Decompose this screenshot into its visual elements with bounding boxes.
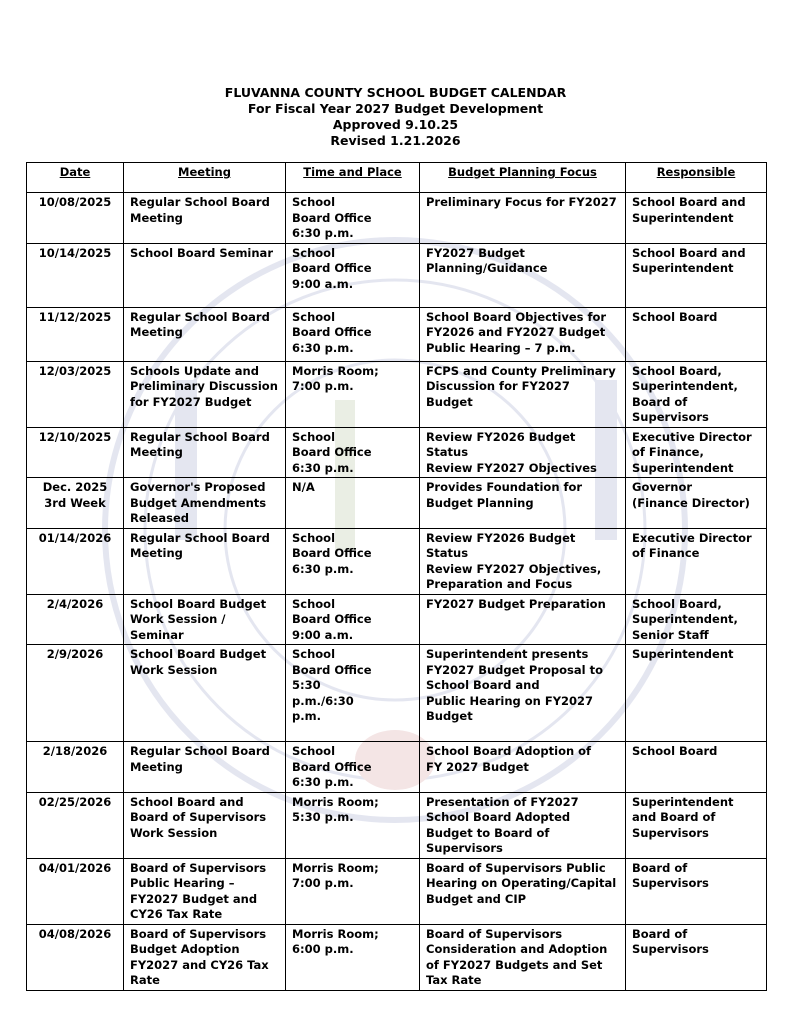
focus-cell: Review FY2026 Budget Status Review FY2027 Objectives, Preparation and Focus [420,528,626,594]
table-row [27,924,767,990]
date-cell: 10/08/2025 [27,193,124,244]
responsible-cell: Superintendent and Board of Supervisors [626,792,767,858]
responsible-cell: School Board, Superintendent, Senior Staff [626,594,767,645]
table-row [27,307,767,361]
responsible-cell: School Board and Superintendent [626,193,767,244]
focus-cell: FCPS and County Preliminary Discussion for FY2027 Budget [420,361,626,427]
column-header-date: Date [27,163,124,193]
meeting-cell: Regular School Board Meeting [124,193,286,244]
table-row [27,792,767,858]
document-header [0,85,791,149]
time-place-cell: School Board Office 6:30 p.m. [286,193,420,244]
date-cell: 2/18/2026 [27,742,124,793]
table-row [27,193,767,244]
time-place-cell: School Board Office 5:30 p.m./6:30 p.m. [286,645,420,742]
date-cell: 12/10/2025 [27,427,124,478]
focus-cell: FY2027 Budget Preparation [420,594,626,645]
column-header-meeting: Meeting [124,163,286,193]
responsible-cell: Superintendent [626,645,767,742]
time-place-cell: N/A [286,478,420,529]
budget-calendar-table [26,162,767,991]
document-subtitle: For Fiscal Year 2027 Budget Development [247,101,544,116]
focus-cell: Presentation of FY2027 School Board Adopted Budget to Board of Supervisors [420,792,626,858]
date-cell: 01/14/2026 [27,528,124,594]
focus-cell: Provides Foundation for Budget Planning [420,478,626,529]
time-place-cell: Morris Room; 7:00 p.m. [286,858,420,924]
document-title: FLUVANNA COUNTY SCHOOL BUDGET CALENDAR [224,85,567,100]
focus-cell: FY2027 Budget Planning/Guidance [420,243,626,307]
focus-cell: Preliminary Focus for FY2027 [420,193,626,244]
date-cell: 04/08/2026 [27,924,124,990]
meeting-cell: Regular School Board Meeting [124,528,286,594]
table-row [27,594,767,645]
meeting-cell: Regular School Board Meeting [124,742,286,793]
table-header-row [27,163,767,193]
time-place-cell: School Board Office 9:00 a.m. [286,243,420,307]
date-cell: 12/03/2025 [27,361,124,427]
responsible-cell: Executive Director of Finance, Superintendent [626,427,767,478]
responsible-cell: Board of Supervisors [626,858,767,924]
responsible-cell: School Board, Superintendent, Board of Supervisors [626,361,767,427]
table-row [27,742,767,793]
table-row [27,645,767,742]
meeting-cell: Regular School Board Meeting [124,427,286,478]
column-header-focus: Budget Planning Focus [420,163,626,193]
table-row [27,243,767,307]
responsible-cell: Governor (Finance Director) [626,478,767,529]
time-place-cell: School Board Office 6:30 p.m. [286,742,420,793]
meeting-cell: School Board Seminar [124,243,286,307]
meeting-cell: School Board and Board of Supervisors Work Session [124,792,286,858]
responsible-cell: Board of Supervisors [626,924,767,990]
table-row [27,361,767,427]
time-place-cell: School Board Office 9:00 a.m. [286,594,420,645]
time-place-cell: School Board Office 6:30 p.m. [286,528,420,594]
revised-date: Revised 1.21.2026 [330,133,461,148]
meeting-cell: School Board Budget Work Session / Seminar [124,594,286,645]
meeting-cell: School Board Budget Work Session [124,645,286,742]
date-cell: 04/01/2026 [27,858,124,924]
table-row [27,478,767,529]
time-place-cell: Morris Room; 5:30 p.m. [286,792,420,858]
date-cell: 10/14/2025 [27,243,124,307]
column-header-responsible: Responsible [626,163,767,193]
date-cell: Dec. 2025 3rd Week [27,478,124,529]
responsible-cell: Executive Director of Finance [626,528,767,594]
approved-date: Approved 9.10.25 [332,117,459,132]
meeting-cell: Board of Supervisors Public Hearing – FY2027 Budget and CY26 Tax Rate [124,858,286,924]
table-row [27,858,767,924]
focus-cell: Board of Supervisors Public Hearing on Operating/Capital Budget and CIP [420,858,626,924]
time-place-cell: School Board Office 6:30 p.m. [286,427,420,478]
meeting-cell: Regular School Board Meeting [124,307,286,361]
time-place-cell: Morris Room; 6:00 p.m. [286,924,420,990]
meeting-cell: Governor's Proposed Budget Amendments Released [124,478,286,529]
date-cell: 11/12/2025 [27,307,124,361]
focus-cell: Board of Supervisors Consideration and Adoption of FY2027 Budgets and Set Tax Rate [420,924,626,990]
responsible-cell: School Board [626,742,767,793]
focus-cell: School Board Adoption of FY 2027 Budget [420,742,626,793]
table-row [27,427,767,478]
date-cell: 2/9/2026 [27,645,124,742]
focus-cell: Superintendent presents FY2027 Budget Proposal to School Board and Public Hearing on FY2027 Budget [420,645,626,742]
meeting-cell: Board of Supervisors Budget Adoption FY2027 and CY26 Tax Rate [124,924,286,990]
date-cell: 2/4/2026 [27,594,124,645]
time-place-cell: School Board Office 6:30 p.m. [286,307,420,361]
responsible-cell: School Board and Superintendent [626,243,767,307]
date-cell: 02/25/2026 [27,792,124,858]
table-row [27,528,767,594]
responsible-cell: School Board [626,307,767,361]
meeting-cell: Schools Update and Preliminary Discussion for FY2027 Budget [124,361,286,427]
time-place-cell: Morris Room; 7:00 p.m. [286,361,420,427]
focus-cell: School Board Objectives for FY2026 and FY2027 Budget Public Hearing – 7 p.m. [420,307,626,361]
column-header-time-place: Time and Place [286,163,420,193]
focus-cell: Review FY2026 Budget Status Review FY2027 Objectives [420,427,626,478]
